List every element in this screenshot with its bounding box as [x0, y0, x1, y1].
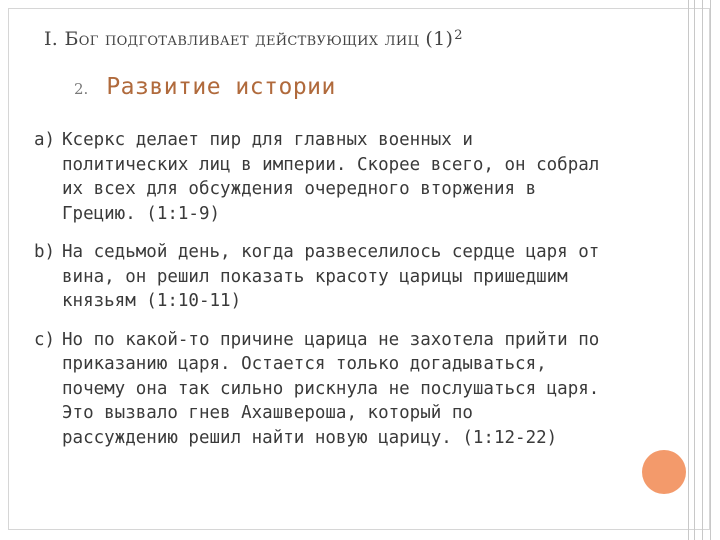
list-item-marker: b)	[34, 242, 56, 262]
list-item-text: Ксеркс делает пир для главных военных и политических лиц в империи. Скорее всего, он собрал их всех для обсуждения очередного вторжения в Грецию. (1:1-9)	[62, 130, 600, 224]
list-item	[34, 128, 674, 226]
decorative-border-lines	[680, 0, 720, 540]
decorative-orange-circle	[642, 450, 686, 494]
list-item-marker: c)	[34, 329, 56, 350]
subtitle-number: 2.	[74, 80, 89, 98]
list-item	[34, 328, 674, 451]
subtitle-text: Развитие истории	[106, 74, 336, 100]
bullet-list	[34, 128, 674, 464]
slide-title	[44, 28, 463, 50]
slide-title-text: I. Бог подготавливает действующих лиц (1)	[44, 28, 454, 50]
slide-title-superscript: 2	[454, 28, 463, 43]
list-item-marker: a)	[34, 130, 56, 150]
list-item-text: На седьмой день, когда развеселилось сердце царя от вина, он решил показать красоту царицы пришедшим князьям (1:10-11)	[62, 242, 600, 311]
slide-subtitle	[74, 74, 336, 100]
list-item-text: Но по какой-то причине царица не захотела прийти по приказанию царя. Остается только догадываться, почему она так сильно рискнула не послушаться царя. Это вызвало гнев Ахашвероша, который по рассуждению решил найти новую царицу. (1:12-22)	[62, 329, 600, 448]
list-item	[34, 240, 674, 314]
